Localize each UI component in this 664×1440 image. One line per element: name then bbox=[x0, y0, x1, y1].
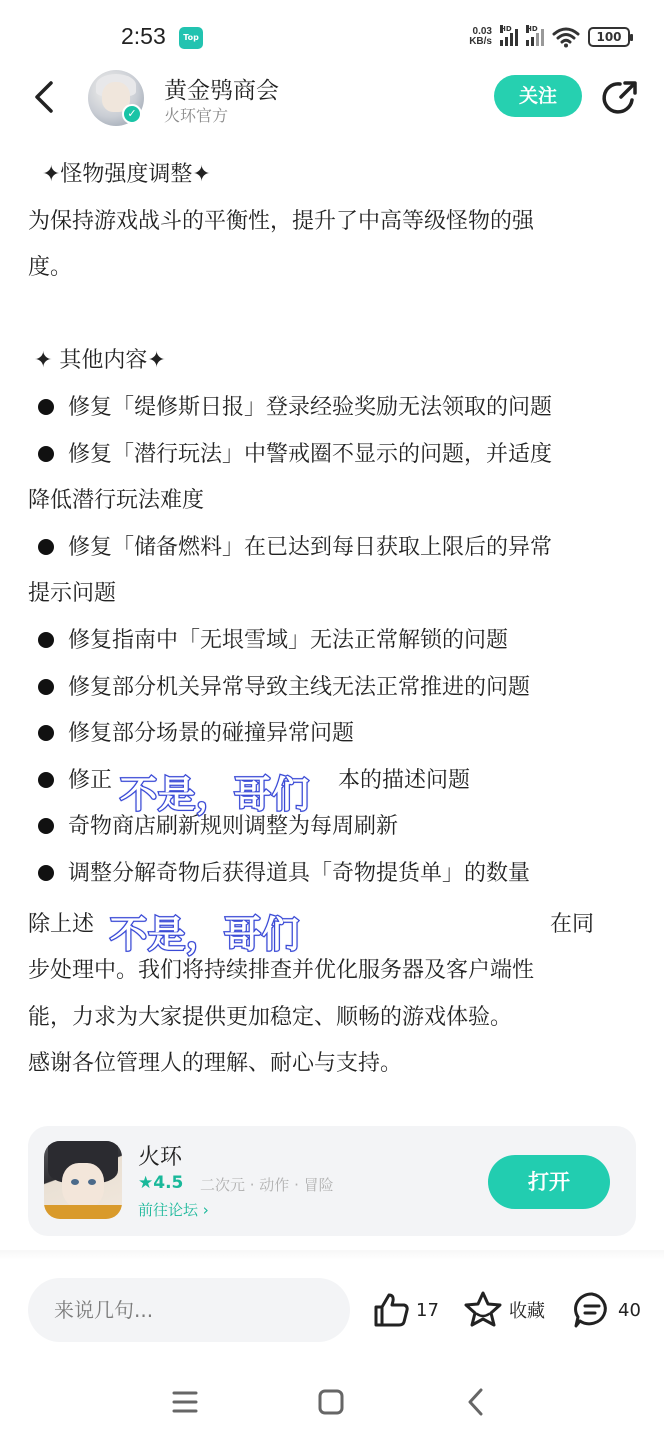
bullet-icon bbox=[38, 446, 54, 462]
list-item-continuation: 提示问题 bbox=[28, 581, 117, 607]
section-title-monster: ✦怪物强度调整✦ bbox=[42, 162, 211, 187]
list-item: 修正 本的描述问题 bbox=[28, 758, 638, 805]
favorite-label: 收藏 bbox=[509, 1301, 545, 1322]
author-subtitle: 火环官方 bbox=[164, 106, 229, 125]
comment-bubble-icon bbox=[572, 1290, 612, 1330]
list-item: 修复部分机关异常导致主线无法正常推进的问题 bbox=[28, 665, 638, 712]
list-item: 调整分解奇物后获得道具「奇物提货单」的数量 bbox=[28, 851, 638, 898]
list-item-continuation: 降低潜行玩法难度 bbox=[28, 488, 205, 514]
article-paragraph-line: 为保持游戏战斗的平衡性，提升了中高等级怪物的强 bbox=[28, 208, 535, 234]
back-nav-icon[interactable] bbox=[459, 1384, 495, 1420]
system-nav-bar bbox=[0, 1364, 664, 1440]
closing-paragraph-line: 感谢各位管理人的理解、耐心与支持。 bbox=[28, 1051, 403, 1077]
list-item: 修复「缇修斯日报」登录经验奖励无法领取的问题 bbox=[28, 385, 638, 432]
signal-hd-label-2: HD bbox=[526, 25, 538, 33]
game-rating: ★4.5 bbox=[138, 1173, 184, 1193]
list-item: 修复部分场景的碰撞异常问题 bbox=[28, 711, 638, 758]
favorite-button[interactable] bbox=[463, 1288, 545, 1332]
bullet-icon bbox=[38, 679, 54, 695]
comment-input[interactable]: 来说几句... bbox=[28, 1278, 350, 1342]
game-icon[interactable] bbox=[44, 1141, 122, 1219]
status-bar bbox=[0, 0, 664, 76]
forum-link[interactable]: 前往论坛 › bbox=[138, 1201, 209, 1219]
verified-check-icon: ✓ bbox=[122, 104, 142, 124]
bullet-icon bbox=[38, 539, 54, 555]
like-button[interactable] bbox=[372, 1288, 439, 1332]
bullet-icon bbox=[38, 632, 54, 648]
open-game-button[interactable]: 打开 bbox=[488, 1155, 610, 1209]
signal-hd-label: HD bbox=[500, 25, 512, 33]
comment-count: 40 bbox=[618, 1299, 641, 1321]
toolbar-divider bbox=[0, 1250, 664, 1260]
thumbs-up-icon bbox=[372, 1291, 410, 1329]
post-header bbox=[0, 66, 664, 132]
caption-overlay: 不是，哥们 bbox=[110, 913, 300, 956]
like-count: 17 bbox=[416, 1299, 439, 1321]
game-name: 火环 bbox=[138, 1145, 183, 1170]
status-indicators bbox=[469, 26, 630, 48]
cell-signal-icon-2 bbox=[526, 25, 544, 46]
menu-icon[interactable] bbox=[167, 1384, 203, 1420]
author-name[interactable]: 黄金鸮商会 bbox=[164, 78, 279, 104]
closing-paragraph-line: 步处理中。我们将持续排查并优化服务器及客户端性 bbox=[28, 958, 535, 984]
caption-overlay: 不是，哥们 bbox=[120, 773, 310, 816]
bullet-icon bbox=[38, 865, 54, 881]
article-paragraph-line: 度。 bbox=[28, 255, 73, 281]
home-icon[interactable] bbox=[313, 1384, 349, 1420]
comments-button[interactable] bbox=[572, 1288, 641, 1332]
network-speed-unit: KB/s bbox=[469, 36, 492, 47]
bullet-icon bbox=[38, 772, 54, 788]
back-arrow-icon[interactable] bbox=[30, 80, 60, 114]
bullet-icon bbox=[38, 818, 54, 834]
network-speed bbox=[469, 27, 492, 47]
network-speed-value: 0.03 bbox=[472, 26, 492, 37]
wifi-icon bbox=[552, 26, 580, 48]
blank-line bbox=[28, 292, 638, 339]
cell-signal-icon bbox=[500, 25, 518, 46]
game-card[interactable] bbox=[28, 1126, 636, 1236]
follow-button[interactable]: 关注 bbox=[494, 75, 582, 117]
status-time: 2:53 bbox=[121, 23, 166, 49]
section-title-other: ✦ 其他内容✦ bbox=[34, 348, 166, 374]
list-item: 修复指南中「无垠雪域」无法正常解锁的问题 bbox=[28, 618, 638, 665]
list-item: 修复「储备燃料」在已达到每日获取上限后的异常 bbox=[28, 525, 638, 572]
closing-paragraph-line: 除上述 在同 bbox=[28, 911, 595, 937]
game-tags: 二次元 · 动作 · 冒险 bbox=[200, 1176, 334, 1194]
battery-icon: 100 bbox=[588, 27, 630, 47]
list-item: 奇物商店刷新规则调整为每周刷新 bbox=[28, 804, 638, 851]
closing-paragraph-line: 能，力求为大家提供更加稳定、顺畅的游戏体验。 bbox=[28, 1004, 513, 1030]
app-notification-badge: Top bbox=[179, 27, 203, 49]
list-item: 修复「潜行玩法」中警戒圈不显示的问题，并适度 bbox=[28, 432, 638, 479]
star-icon bbox=[463, 1290, 503, 1330]
bullet-icon bbox=[38, 725, 54, 741]
bullet-icon bbox=[38, 399, 54, 415]
share-icon[interactable] bbox=[600, 78, 640, 118]
